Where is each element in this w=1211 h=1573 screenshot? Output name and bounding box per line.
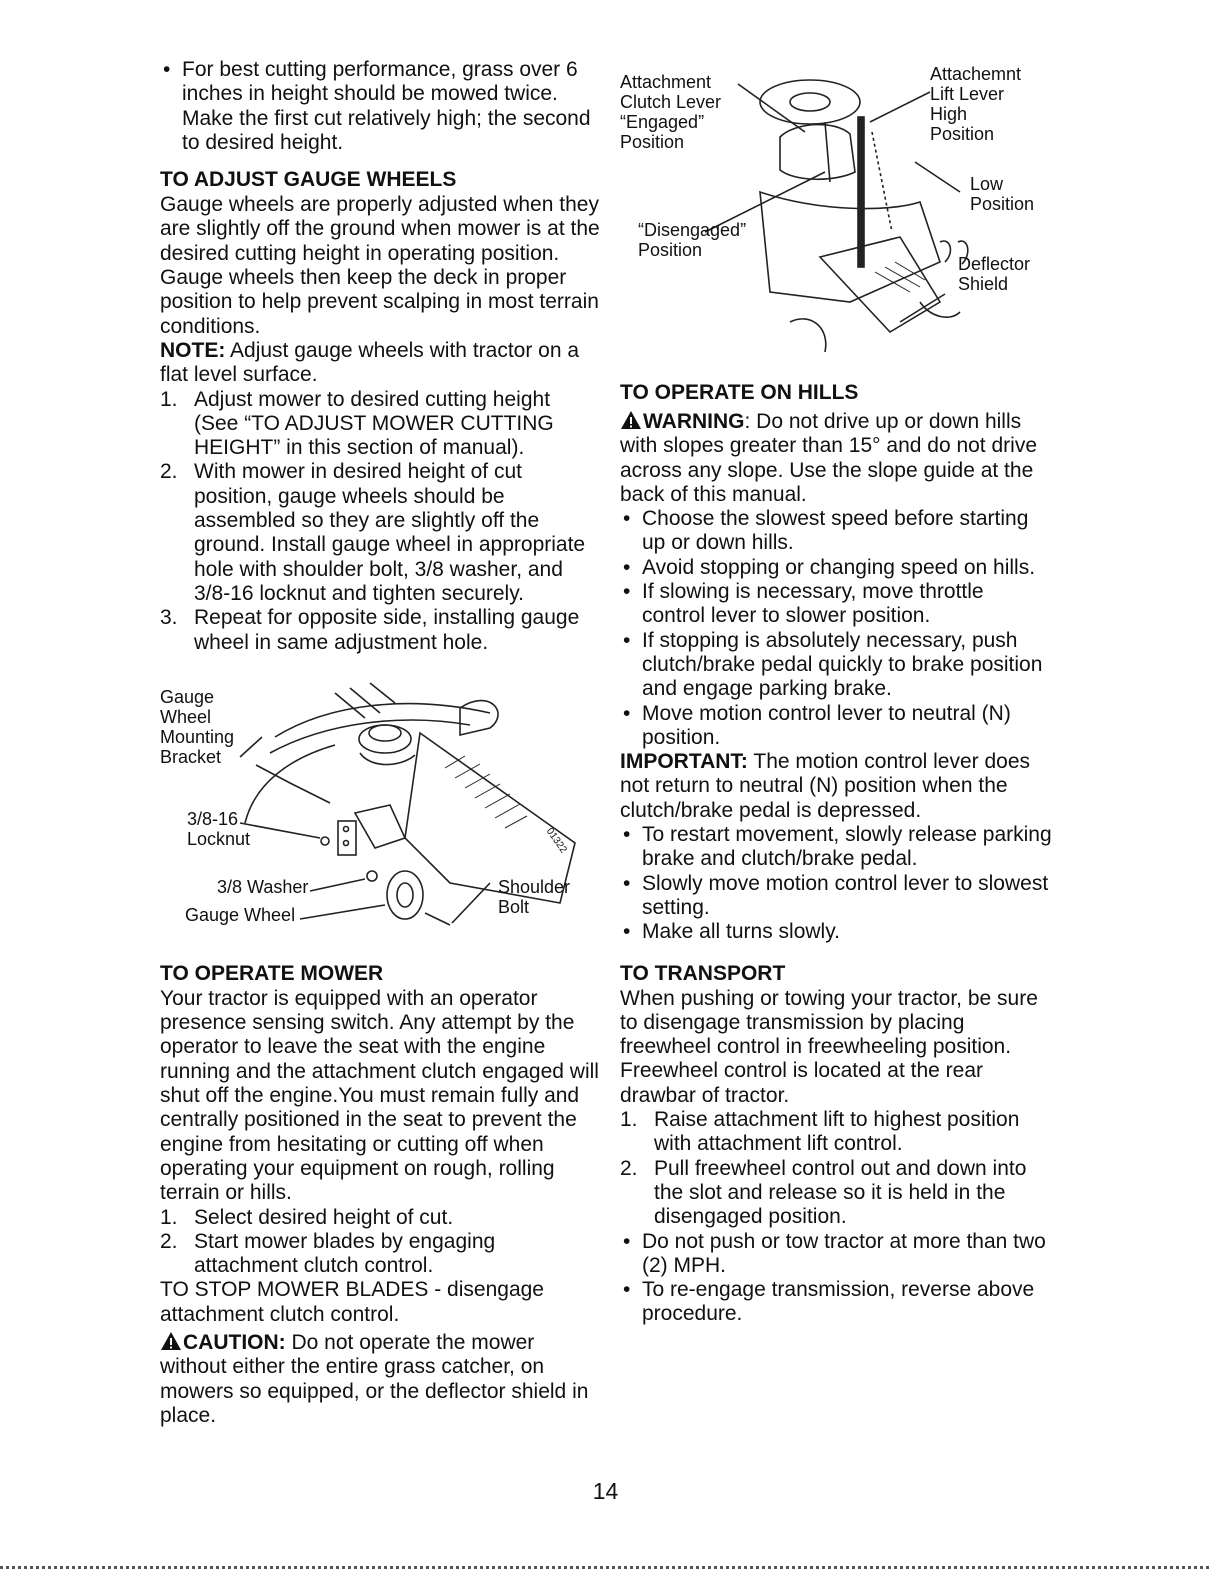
note-text: Adjust gauge wheels with tractor on a flat level surface. [160,338,580,387]
label-line: “Engaged” [620,112,705,132]
label-line: Bracket [160,746,222,767]
gauge-step [160,606,600,655]
transport-bullet: • Do not push or tow tractor at more than two (2) MPH. [620,1230,1052,1279]
label-line: 3/8-16 [187,808,239,829]
part-code: 01322 [543,825,569,856]
label-washer: 3/8 Washer [217,876,309,897]
label-line: Wheel [160,706,212,727]
step-number: 2. [160,1229,178,1253]
gauge-step [160,388,600,461]
label-line: High [930,104,968,124]
label-lift-high [930,64,1021,144]
label-gauge-wheel-mounting-bracket [160,687,234,767]
label-line: Mounting [160,726,235,747]
label-line: Attachemnt [930,64,1022,84]
important-text: The motion control lever does not return to neutral (N) position when the clutch/brake pedal is depressed. [620,750,1031,822]
label-shoulder-bolt [498,877,570,917]
label-deflector-shield [958,254,1030,294]
label-low-position [970,174,1034,214]
label-line: Lift Lever [930,84,1005,104]
label-line: Attachment [620,72,712,92]
hills-bullet: • If stopping is absolutely necessary, push clutch/brake pedal quickly to brake position and engage parking brake. [620,629,1052,702]
label-line: Position [620,132,685,152]
important-paragraph [620,750,1052,823]
step-number: 1. [160,1205,178,1229]
label-gauge-wheel: Gauge Wheel [185,904,296,925]
stop-blades-text: TO STOP MOWER BLADES - disengage attachment clutch control. [160,1278,544,1326]
hills-bullet: • Avoid stopping or changing speed on hills. [620,556,1052,580]
caution-label: CAUTION: [183,1330,286,1354]
hills-bullet: • Move motion control lever to neutral (N) position. [620,702,1052,751]
hills-bullet: • Slowly move motion control lever to slowest setting. [620,872,1052,921]
step-number: 1. [620,1108,638,1132]
intro-bullet: • For best cutting performance, grass over 6 inches in height should be mowed twice. Make the first cut relatively high; the second to desired height. [160,58,600,155]
step-text: Start mower blades by engaging attachment clutch control. [194,1229,496,1278]
gauge-note [160,339,600,388]
transport-body: When pushing or towing your tractor, be sure to disengage transmission by placing freewheel control in freewheeling position. Freewheel control is located at the rear drawbar of tractor. [620,986,1038,1107]
caution-paragraph [160,1331,600,1428]
warning-label: WARNING [643,410,745,433]
label-line: “Disengaged” [638,220,747,240]
label-line: Position [930,124,995,144]
transport-step [620,1108,1052,1157]
label-line: Position [970,194,1035,214]
step-text: Raise attachment lift to highest position with attachment lift control. [654,1108,1020,1156]
operate-body: Your tractor is equipped with an operator presence sensing switch. Any attempt by the operator to leave the seat with the engine running and the attachment clutch engaged will shut off the engine.You must remain fully and centrally positioned in the seat to prevent the engine from hesitating or cutting off when operating your equipment on rough, rolling terrain or hills. [160,986,599,1205]
transport-heading: TO TRANSPORT [620,961,786,985]
important-label: IMPORTANT: [620,750,748,774]
label-clutch-engaged [620,72,721,152]
hills-bullet: • Choose the slowest speed before starting up or down hills. [620,507,1052,556]
right-column [620,58,1052,1327]
tractor-lever-figure [620,62,1052,362]
left-column [160,58,600,1428]
operate-step [160,1206,600,1230]
page-edge-rule [0,1566,1211,1569]
step-number: 1. [160,387,178,411]
page-number: 14 [592,1478,619,1504]
warning-paragraph [620,410,1052,507]
label-line: Locknut [187,828,251,849]
warning-text: : Do not drive up or down hills with slopes greater than 15° and do not drive across any slope. Use the slope guide at the back of this manual. [620,410,1037,506]
label-line: Clutch Lever [620,92,722,112]
operate-step [160,1230,600,1279]
gauge-step [160,460,600,606]
gauge-body: Gauge wheels are properly adjusted when they are slightly off the ground when mower is at the desired cutting height in operating position. Gauge wheels then keep the deck in proper position to help prevent scalping in most terrain conditions. [160,193,600,338]
label-line: Deflector [958,254,1031,274]
label-line: Gauge [160,686,215,707]
step-number: 2. [160,460,178,484]
transport-step [620,1157,1052,1230]
step-text: Select desired height of cut. [194,1205,454,1229]
warning-icon [620,410,642,430]
step-number: 3. [160,606,178,630]
step-number: 2. [620,1156,638,1180]
step-text: Adjust mower to desired cutting height (See “TO ADJUST MOWER CUTTING HEIGHT” in this section of manual). [194,387,554,460]
caution-text: Do not operate the mower without either the entire grass catcher, on mowers so equipped, or the deflector shield in place. [160,1330,589,1427]
step-text: Repeat for opposite side, installing gauge wheel in same adjustment hole. [194,606,580,654]
label-disengaged [638,220,746,260]
label-line: Shoulder [498,876,571,897]
hills-bullet: • Make all turns slowly. [620,920,1052,944]
label-locknut [187,809,250,849]
label-line: Bolt [498,896,530,917]
gauge-heading: TO ADJUST GAUGE WHEELS [160,168,457,192]
step-text: With mower in desired height of cut position, gauge wheels should be assembled so they are slightly off the ground. Install gauge wheel in appropriate hole with shoulder bolt, 3/8 washer, and 3/8-16 locknut and tighten securely. [194,460,586,605]
hills-bullet: • If slowing is necessary, move throttle control lever to slower position. [620,580,1052,629]
label-line: Low [970,174,1004,194]
gauge-wheel-figure [160,673,600,949]
step-text: Pull freewheel control out and down into the slot and release so it is held in the disengaged position. [654,1156,1027,1229]
caution-icon [160,1331,182,1351]
hills-bullet: • To restart movement, slowly release parking brake and clutch/brake pedal. [620,823,1052,872]
hills-heading: TO OPERATE ON HILLS [620,381,859,404]
operate-heading: TO OPERATE MOWER [160,961,384,985]
label-line: Shield [958,274,1009,294]
transport-bullet: • To re-engage transmission, reverse above procedure. [620,1278,1052,1327]
note-label: NOTE: [160,338,226,362]
label-line: Position [638,240,703,260]
